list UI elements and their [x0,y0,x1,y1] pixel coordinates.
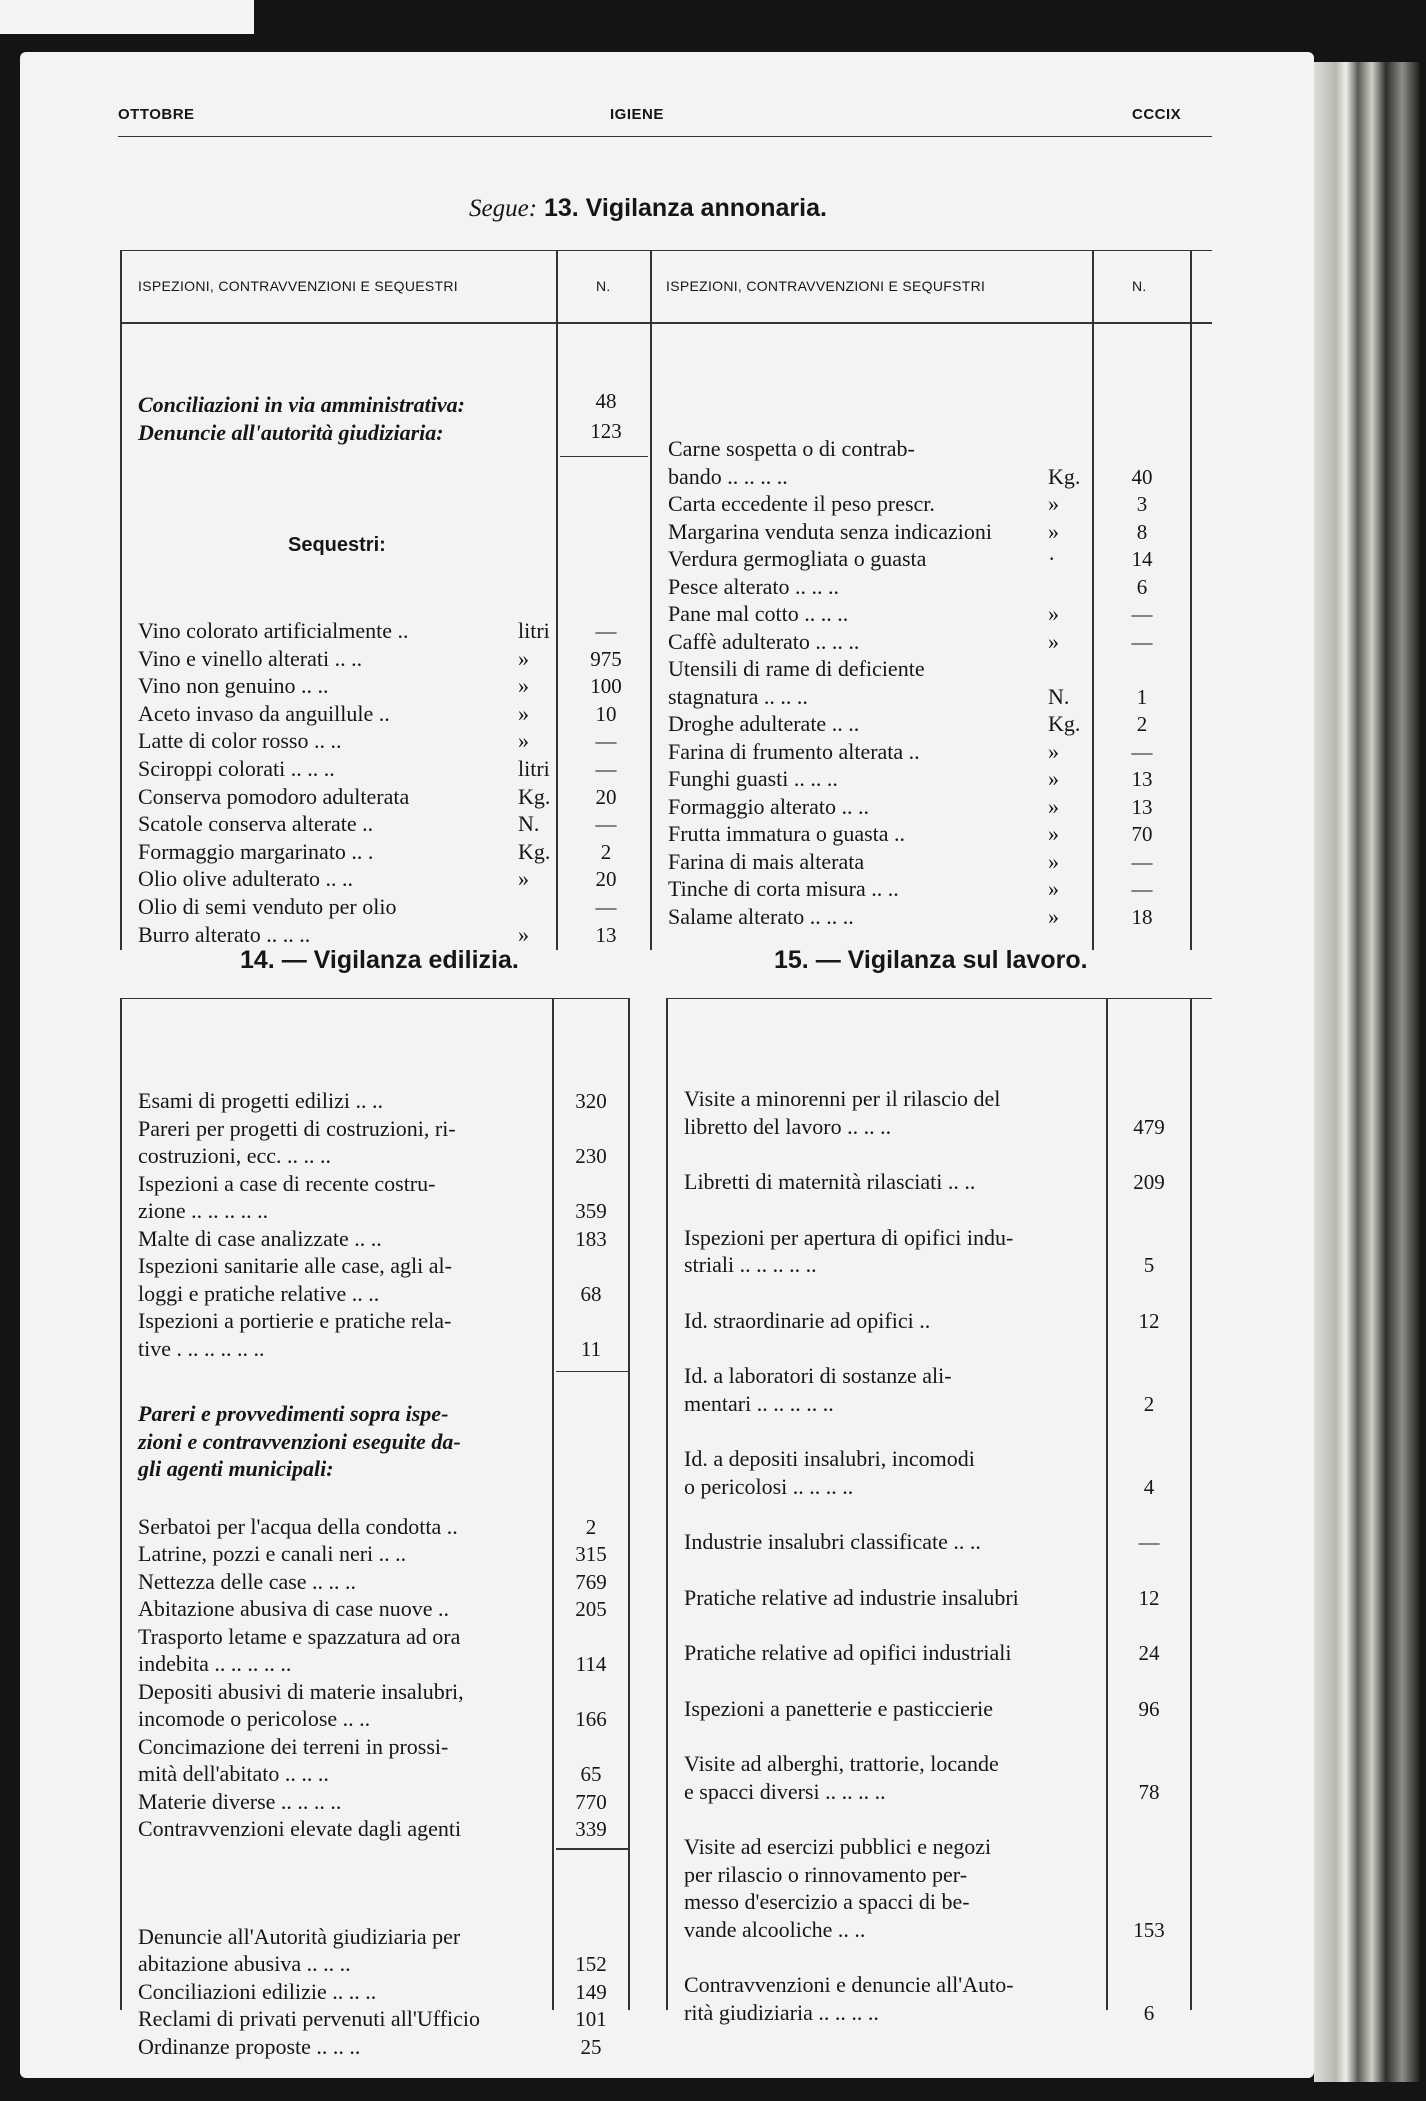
lavoro-row-text: Industrie insalubri classificate .. .. [684,1529,981,1554]
sequestro-value: 3 [1136,492,1148,516]
edilizia-row-value: 315 [575,1542,607,1566]
section-14-title: 14. — Vigilanza edilizia. [240,946,519,974]
lavoro-row-value: 78 [1138,1780,1160,1804]
edilizia-row-value: 101 [575,2007,607,2031]
sequestro-unit: » [1048,849,1059,874]
edilizia-row-text: Depositi abusivi di materie insalubri, [138,1679,464,1704]
lavoro-row-text: Pratiche relative ad industrie insalubri [684,1585,1019,1610]
total-rule [556,1848,628,1850]
lavoro-row-value: 153 [1133,1918,1165,1942]
section-15-title: 15. — Vigilanza sul lavoro. [774,946,1088,974]
lavoro-row-value: 479 [1133,1115,1165,1139]
sequestro-unit: N. [518,811,540,836]
sequestro-label: Tinche di corta misura .. .. [668,876,899,901]
edilizia-row-text: Ordinanze proposte .. .. .. [138,2034,361,2059]
lavoro-row-value: 5 [1143,1253,1155,1277]
lavoro-row-value: 209 [1133,1170,1165,1194]
subtotal-rule [560,456,648,457]
table-right-border [1190,998,1192,2010]
sequestro-unit: » [518,866,529,891]
lavoro-row-value: 24 [1138,1641,1160,1665]
edilizia-row-text: Abitazione abusiva di case nuove .. [138,1596,449,1621]
lavoro-row-text: Visite ad esercizi pubblici e negozi [684,1834,992,1859]
sequestro-label: Caffè adulterato .. .. .. [668,629,860,654]
sequestro-label: Pesce alterato .. .. .. [668,574,840,599]
sequestro-value: 40 [1131,465,1153,489]
sequestro-unit: » [518,701,529,726]
sequestro-label: Scatole conserva alterate .. [138,811,374,836]
sequestro-label: Carta eccedente il peso prescr. [668,491,935,516]
pareri-heading: zioni e contravvenzioni eseguite da- [138,1429,461,1454]
sequestro-label: Carne sospetta o di contrab- [668,436,915,461]
edilizia-row-text: Reclami di privati pervenuti all'Ufficio [138,2006,481,2031]
edilizia-row-text: Materie diverse .. .. .. .. [138,1789,342,1814]
sequestro-label: Vino colorato artificialmente .. [138,618,409,643]
lavoro-row-text: Contravvenzioni e denuncie all'Auto- [684,1972,1014,1997]
sequestro-unit: » [1048,739,1059,764]
pareri-heading: Pareri e provvedimenti sopra ispe- [138,1401,449,1426]
sequestro-unit: · [1048,546,1056,571]
denunce-label: Denuncie all'autorità giudiziaria: [138,420,444,445]
sequestro-unit: » [1048,629,1059,654]
sequestro-unit: » [518,646,529,671]
lavoro-row-value: 4 [1143,1475,1155,1499]
lavoro-row-text: Visite ad alberghi, trattorie, locande [684,1751,999,1776]
sequestro-unit: » [1048,821,1059,846]
sequestro-label: Burro alterato .. .. .. [138,922,311,947]
sequestro-value: 1 [1136,685,1148,709]
sequestro-unit: litri [518,618,550,643]
edilizia-row-text: Esami di progetti edilizi .. .. [138,1088,384,1113]
lavoro-row-text: rità giudiziaria .. .. .. .. [684,2000,879,2025]
header-month: OTTOBRE [118,106,195,123]
edilizia-row-value: 230 [575,1144,607,1168]
edilizia-row-value: 205 [575,1597,607,1621]
edilizia-row-text: Contravvenzioni elevate dagli agenti [138,1816,462,1841]
sequestro-value: 70 [1131,822,1153,846]
sequestro-value: — [1131,602,1153,626]
sequestro-unit: » [1048,876,1059,901]
sequestro-unit: » [1048,904,1059,929]
lavoro-row-text: Libretti di maternità rilasciati .. .. [684,1169,976,1194]
edilizia-row-text: Nettezza delle case .. .. .. [138,1569,357,1594]
sequestro-label: Farina di mais alterata [668,849,865,874]
col-header-n2: N. [1132,278,1147,294]
lavoro-row-value: 2 [1143,1392,1155,1416]
sequestro-value: 6 [1136,575,1148,599]
table-divider [556,250,558,950]
edilizia-row-value: 770 [575,1790,607,1814]
table-right-border [1190,250,1192,950]
sequestro-value: — [1131,850,1153,874]
sequestro-label: bando .. .. .. .. [668,464,788,489]
lavoro-row-value: 12 [1138,1586,1160,1610]
table-left-border [120,998,122,2010]
lavoro-row-text: mentari .. .. .. .. .. [684,1391,834,1416]
edilizia-row-value: 114 [575,1652,607,1676]
table-header-rule [120,322,1212,324]
sequestro-value: 10 [595,702,617,726]
table-left-border [666,998,668,2010]
edilizia-row-text: indebita .. .. .. .. .. [138,1651,292,1676]
sequestro-value: 100 [590,674,622,698]
sequestro-label: Vino e vinello alterati .. .. [138,646,363,671]
sequestro-value: — [1131,877,1153,901]
lavoro-row-value: — [1138,1530,1160,1554]
conciliazioni-value: 48 [595,389,617,413]
sequestro-unit: » [518,922,529,947]
col-header-left: ISPEZIONI, CONTRAVVENZIONI E SEQUESTRI [138,278,458,294]
sequestro-label: Aceto invaso da anguillule .. [138,701,390,726]
sequestro-label: Salame alterato .. .. .. [668,904,854,929]
sequestro-value: — [595,729,617,753]
header-page-number: CCCIX [1132,106,1182,123]
lavoro-row-text: e spacci diversi .. .. .. .. [684,1779,886,1804]
sequestro-label: Pane mal cotto .. .. .. [668,601,849,626]
lavoro-row-text: Ispezioni a panetterie e pasticcierie [684,1696,994,1721]
lavoro-row-text: Visite a minorenni per il rilascio del [684,1086,1001,1111]
sequestro-value: — [595,895,617,919]
sequestro-value: — [595,812,617,836]
lavoro-row-text: Ispezioni per apertura di opifici indu- [684,1225,1014,1250]
sequestro-value: 20 [595,785,617,809]
table-left-border [120,250,122,950]
edilizia-row-value: 339 [575,1817,607,1841]
edilizia-row-text: Conciliazioni edilizie .. .. .. [138,1979,377,2004]
col-header-n: N. [596,278,611,294]
sequestro-unit: Kg. [1048,711,1081,736]
sequestro-unit: » [1048,519,1059,544]
edilizia-row-value: 152 [575,1952,607,1976]
edilizia-row-text: loggi e pratiche relative .. .. [138,1281,380,1306]
edilizia-row-text: Ispezioni a case di recente costru- [138,1171,436,1196]
sequestro-label: Olio di semi venduto per olio [138,894,397,919]
sequestro-label: stagnatura .. .. .. [668,684,808,709]
lavoro-row-value: 6 [1143,2001,1155,2025]
edilizia-row-text: Pareri per progetti di costruzioni, ri- [138,1116,456,1141]
sequestro-label: Funghi guasti .. .. .. [668,766,838,791]
lavoro-row-text: Id. a depositi insalubri, incomodi [684,1446,975,1471]
document-page [20,52,1314,2078]
table-divider [552,998,554,2010]
sequestro-unit: » [1048,794,1059,819]
edilizia-row-value: 320 [575,1089,607,1113]
pareri-heading: gli agenti municipali: [138,1456,334,1481]
sequestro-label: Margarina venduta senza indicazioni [668,519,992,544]
table-divider [1092,250,1094,950]
sequestro-value: 14 [1131,547,1153,571]
sequestro-value: 13 [595,923,617,947]
sequestro-unit: » [518,728,529,753]
sequestro-label: Frutta immatura o guasta .. [668,821,906,846]
sequestro-unit: N. [1048,684,1070,709]
edilizia-row-value: 359 [575,1199,607,1223]
edilizia-row-text: mità dell'abitato .. .. .. [138,1761,329,1786]
sequestro-value: 18 [1131,905,1153,929]
sequestro-unit: » [1048,766,1059,791]
table-top-rule [120,250,1212,251]
denunce-value: 123 [590,419,622,443]
sequestro-value: — [595,757,617,781]
table-top-rule [666,998,1212,999]
edilizia-row-value: 769 [575,1570,607,1594]
edilizia-row-text: Ispezioni a portierie e pratiche rela- [138,1308,452,1333]
sequestro-value: 2 [1136,712,1148,736]
scan-corner-fragment [0,0,254,34]
lavoro-row-text: Id. a laboratori di sostanze ali- [684,1363,952,1388]
lavoro-row-text: messo d'esercizio a spacci di be- [684,1889,970,1914]
sequestro-label: Farina di frumento alterata .. [668,739,920,764]
sequestro-unit: litri [518,756,550,781]
lavoro-row-text: libretto del lavoro .. .. .. [684,1114,892,1139]
section-13-title [469,194,827,223]
sequestro-unit: » [1048,491,1059,516]
sequestro-unit: Kg. [518,784,551,809]
lavoro-row-text: vande alcooliche .. .. [684,1917,866,1942]
sequestro-label: Olio olive adulterato .. .. [138,866,354,891]
edilizia-row-text: Ispezioni sanitarie alle case, agli al- [138,1253,452,1278]
segue-label: Segue: [469,195,538,222]
sequestro-label: Formaggio margarinato .. . [138,839,374,864]
header-rule [118,136,1212,137]
sequestro-unit: Kg. [518,839,551,864]
edilizia-row-text: costruzioni, ecc. .. .. .. [138,1143,332,1168]
sequestro-unit: » [1048,601,1059,626]
sequestro-label: Latte di color rosso .. .. [138,728,342,753]
sequestri-title: Sequestri: [288,534,386,556]
block-rule [556,1371,628,1372]
edilizia-row-value: 25 [580,2035,602,2059]
table-right-border [628,998,630,2010]
sequestro-unit: » [518,673,529,698]
sequestro-value: 2 [600,840,612,864]
table-divider [1106,998,1108,2010]
lavoro-row-value: 96 [1138,1697,1160,1721]
table-divider [650,250,652,950]
sequestro-label: Vino non genuino .. .. [138,673,329,698]
sequestro-value: 13 [1131,767,1153,791]
edilizia-row-text: Serbatoi per l'acqua della condotta .. [138,1514,458,1539]
edilizia-row-value: 166 [575,1707,607,1731]
sequestro-value: — [1131,740,1153,764]
edilizia-row-text: Concimazione dei terreni in prossi- [138,1734,449,1759]
col-header-right: ISPEZIONI, CONTRAVVENZIONI E SEQUFSTRI [666,278,986,294]
edilizia-row-text: Denuncie all'Autorità giudiziaria per [138,1924,461,1949]
edilizia-row-value: 68 [580,1282,602,1306]
sequestro-value: — [595,619,617,643]
edilizia-row-text: Malte di case analizzate .. .. [138,1226,382,1251]
sequestro-value: 20 [595,867,617,891]
header-section: IGIENE [610,106,664,123]
edilizia-row-text: Latrine, pozzi e canali neri .. .. [138,1541,407,1566]
lavoro-row-text: Id. straordinarie ad opifici .. [684,1308,931,1333]
lavoro-row-text: o pericolosi .. .. .. .. [684,1474,854,1499]
edilizia-row-value: 65 [580,1762,602,1786]
edilizia-row-text: abitazione abusiva .. .. .. [138,1951,351,1976]
edilizia-row-value: 183 [575,1227,607,1251]
edilizia-row-text: zione .. .. .. .. .. [138,1198,269,1223]
conciliazioni-label: Conciliazioni in via amministrativa: [138,392,465,417]
sequestro-value: 13 [1131,795,1153,819]
edilizia-row-text: tive . .. .. .. .. .. [138,1336,265,1361]
lavoro-row-text: per rilascio o rinnovamento per- [684,1862,968,1887]
sequestro-label: Sciroppi colorati .. .. .. [138,756,335,781]
sequestro-label: Formaggio alterato .. .. [668,794,870,819]
lavoro-row-text: Pratiche relative ad opifici industriali [684,1640,1012,1665]
sequestro-value: 975 [590,647,622,671]
book-page-edges [1314,62,1420,2082]
sequestro-unit: Kg. [1048,464,1081,489]
edilizia-row-value: 2 [585,1515,597,1539]
sequestro-label: Utensili di rame di deficiente [668,656,925,681]
sequestro-value: — [1131,630,1153,654]
sequestro-label: Verdura germogliata o guasta [668,546,927,571]
sequestro-value: 8 [1136,520,1148,544]
lavoro-row-value: 12 [1138,1309,1160,1333]
lavoro-row-text: striali .. .. .. .. .. [684,1252,817,1277]
sequestro-label: Droghe adulterate .. .. [668,711,860,736]
edilizia-row-text: Trasporto letame e spazzatura ad ora [138,1624,461,1649]
edilizia-row-value: 149 [575,1980,607,2004]
edilizia-row-value: 11 [580,1337,602,1361]
sequestro-label: Conserva pomodoro adulterata [138,784,410,809]
section-13-title-text: 13. Vigilanza annonaria. [543,194,827,222]
edilizia-row-text: incomode o pericolose .. .. [138,1706,371,1731]
